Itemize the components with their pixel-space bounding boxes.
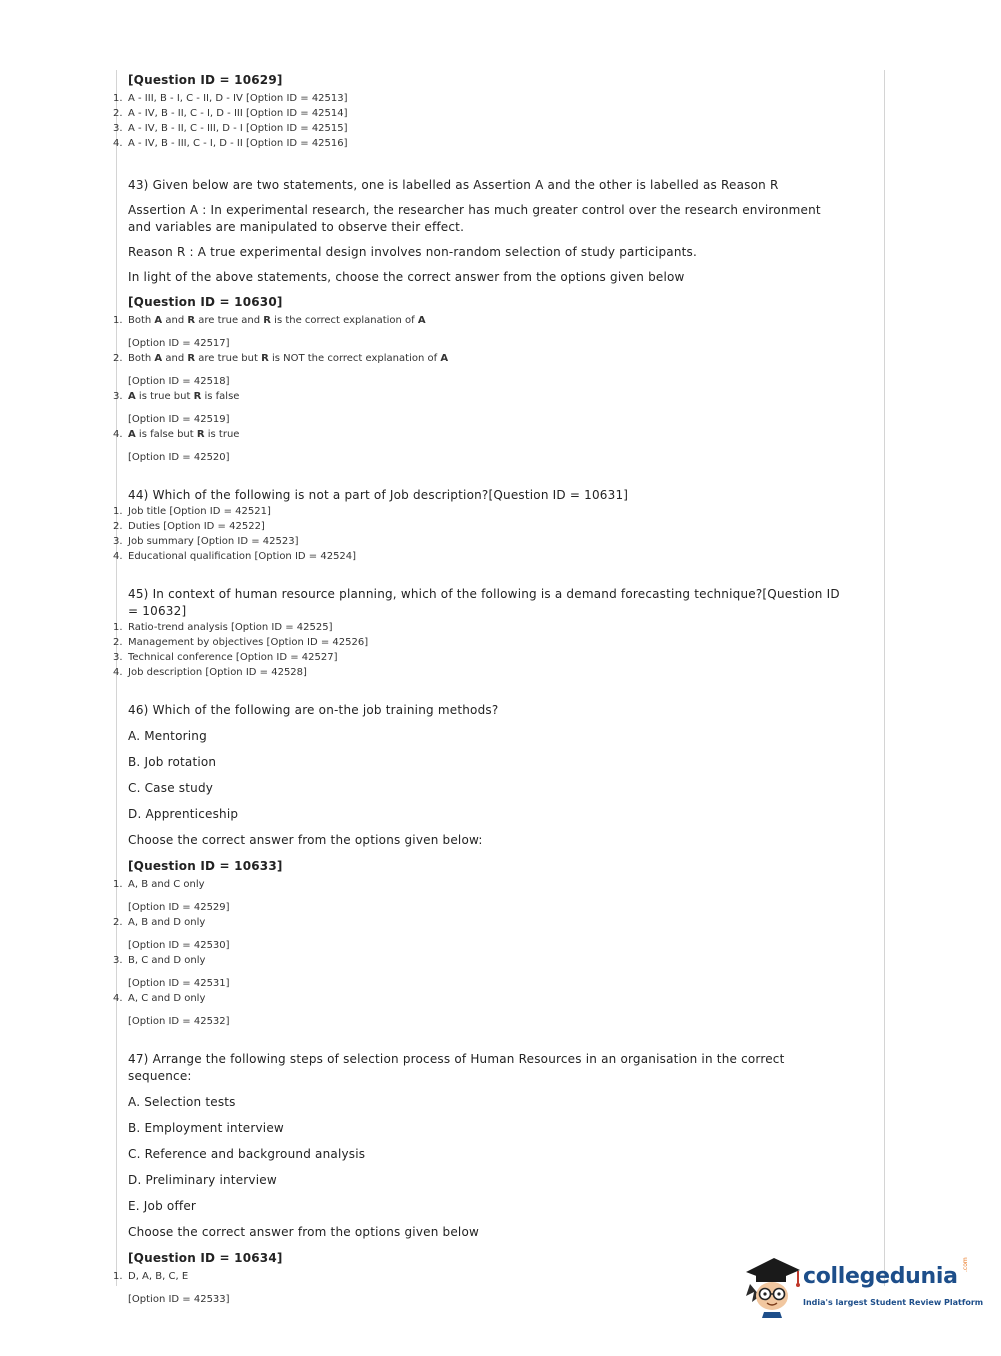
option-text: A is true but R is false bbox=[128, 391, 240, 402]
option-text: A - III, B - I, C - II, D - IV [Option ID = 42513] bbox=[128, 93, 348, 104]
option-item bbox=[113, 665, 848, 680]
option-number: 1. bbox=[113, 315, 123, 326]
question-stem: 46) Which of the following are on-the job training methods? bbox=[128, 703, 499, 717]
options-list bbox=[113, 620, 848, 680]
option-item bbox=[113, 620, 848, 635]
options-list bbox=[113, 313, 848, 465]
options-list bbox=[113, 877, 848, 1029]
option-id: [Option ID = 42518] bbox=[128, 376, 230, 387]
instruction-text: In light of the above statements, choose the correct answer from the options given below bbox=[128, 270, 685, 284]
option-item bbox=[113, 427, 848, 465]
option-text: D, A, B, C, E bbox=[128, 1271, 189, 1282]
option-item bbox=[113, 136, 848, 151]
option-item bbox=[113, 91, 848, 106]
question-44 bbox=[113, 487, 848, 564]
option-item bbox=[113, 534, 848, 549]
option-item bbox=[113, 313, 848, 351]
instruction-text: Choose the correct answer from the options given below bbox=[128, 1225, 480, 1239]
question-46 bbox=[113, 702, 848, 1029]
option-number: 3. bbox=[113, 652, 123, 663]
option-number: 3. bbox=[113, 391, 123, 402]
option-text: Job title [Option ID = 42521] bbox=[128, 506, 271, 517]
instruction-text: Choose the correct answer from the options given below: bbox=[128, 833, 483, 847]
option-text: A, B and D only bbox=[128, 917, 206, 928]
option-text: B, C and D only bbox=[128, 955, 206, 966]
option-item bbox=[113, 650, 848, 665]
statement-item: D. Apprenticeship bbox=[128, 807, 239, 821]
option-number: 3. bbox=[113, 123, 123, 134]
option-number: 3. bbox=[113, 536, 123, 547]
question-stem: 45) In context of human resource planning, which of the following is a demand forecasting technique?[Question ID = 10632] bbox=[128, 587, 840, 618]
option-text: A is false but R is true bbox=[128, 429, 240, 440]
option-text: Both A and R are true and R is the correct explanation of A bbox=[128, 315, 426, 326]
option-number: 1. bbox=[113, 1271, 123, 1282]
option-number: 1. bbox=[113, 622, 123, 633]
option-text: Technical conference [Option ID = 42527] bbox=[128, 652, 338, 663]
option-number: 1. bbox=[113, 879, 123, 890]
statement-item: B. Employment interview bbox=[128, 1121, 284, 1135]
statement-item: B. Job rotation bbox=[128, 755, 217, 769]
option-id: [Option ID = 42530] bbox=[128, 940, 230, 951]
option-text: Management by objectives [Option ID = 42526] bbox=[128, 637, 369, 648]
option-id: [Option ID = 42529] bbox=[128, 902, 230, 913]
option-text: Duties [Option ID = 42522] bbox=[128, 521, 265, 532]
option-item bbox=[113, 504, 848, 519]
option-text: Educational qualification [Option ID = 42524] bbox=[128, 551, 357, 562]
question-id: [Question ID = 10633] bbox=[128, 859, 283, 873]
option-number: 4. bbox=[113, 551, 123, 562]
mascot-icon bbox=[740, 1250, 802, 1320]
option-number: 4. bbox=[113, 993, 123, 1004]
option-text: A, C and D only bbox=[128, 993, 206, 1004]
question-42 bbox=[113, 72, 848, 151]
statement-item: C. Case study bbox=[128, 781, 214, 795]
logo-wordmark: collegedunia bbox=[803, 1264, 958, 1289]
option-text: Job summary [Option ID = 42523] bbox=[128, 536, 299, 547]
assertion-text: Assertion A : In experimental research, the researcher has much greater control over the research environment and variables are manipulated to observe their effect. bbox=[128, 203, 821, 234]
option-text: Job description [Option ID = 42528] bbox=[128, 667, 307, 678]
option-number: 2. bbox=[113, 108, 123, 119]
option-item bbox=[113, 519, 848, 534]
option-id: [Option ID = 42531] bbox=[128, 978, 230, 989]
option-id: [Option ID = 42520] bbox=[128, 452, 230, 463]
question-45 bbox=[113, 586, 848, 680]
option-item bbox=[113, 389, 848, 427]
option-id: [Option ID = 42532] bbox=[128, 1016, 230, 1027]
question-stem: 43) Given below are two statements, one is labelled as Assertion A and the other is labelled as Reason R bbox=[128, 178, 779, 192]
reason-text: Reason R : A true experimental design involves non-random selection of study participants. bbox=[128, 245, 698, 259]
option-number: 3. bbox=[113, 955, 123, 966]
option-item bbox=[113, 991, 848, 1029]
statement-item: D. Preliminary interview bbox=[128, 1173, 277, 1187]
logo-domain: .com bbox=[962, 1257, 969, 1272]
option-number: 2. bbox=[113, 917, 123, 928]
question-stem: 47) Arrange the following steps of selection process of Human Resources in an organisation in the correct sequence: bbox=[128, 1052, 785, 1083]
option-number: 2. bbox=[113, 637, 123, 648]
option-id: [Option ID = 42533] bbox=[128, 1294, 230, 1305]
option-text: Ratio-trend analysis [Option ID = 42525] bbox=[128, 622, 333, 633]
logo-tagline: India's largest Student Review Platform bbox=[803, 1298, 984, 1307]
option-number: 4. bbox=[113, 138, 123, 149]
statement-item: E. Job offer bbox=[128, 1199, 197, 1213]
right-margin-rule bbox=[884, 70, 885, 1286]
option-number: 1. bbox=[113, 93, 123, 104]
options-list bbox=[113, 91, 848, 151]
option-text: A - IV, B - III, C - I, D - II [Option ID = 42516] bbox=[128, 138, 348, 149]
option-item bbox=[113, 549, 848, 564]
option-item bbox=[113, 351, 848, 389]
option-item bbox=[113, 106, 848, 121]
option-text: Both A and R are true but R is NOT the correct explanation of A bbox=[128, 353, 449, 364]
option-item bbox=[113, 953, 848, 991]
option-item bbox=[113, 915, 848, 953]
option-id: [Option ID = 42517] bbox=[128, 338, 230, 349]
option-id: [Option ID = 42519] bbox=[128, 414, 230, 425]
option-text: A - IV, B - II, C - I, D - III [Option ID = 42514] bbox=[128, 108, 348, 119]
question-43 bbox=[113, 177, 848, 465]
option-text: A, B and C only bbox=[128, 879, 205, 890]
option-number: 4. bbox=[113, 667, 123, 678]
options-list bbox=[113, 504, 848, 564]
question-id: [Question ID = 10634] bbox=[128, 1251, 283, 1265]
option-number: 2. bbox=[113, 521, 123, 532]
collegedunia-logo[interactable] bbox=[740, 1250, 984, 1320]
statement-item: A. Mentoring bbox=[128, 729, 207, 743]
option-item bbox=[113, 877, 848, 915]
question-paper-content bbox=[113, 72, 848, 1307]
question-id: [Question ID = 10629] bbox=[128, 73, 283, 87]
option-number: 2. bbox=[113, 353, 123, 364]
option-number: 4. bbox=[113, 429, 123, 440]
statement-item: A. Selection tests bbox=[128, 1095, 236, 1109]
statement-item: C. Reference and background analysis bbox=[128, 1147, 366, 1161]
option-number: 1. bbox=[113, 506, 123, 517]
option-item bbox=[113, 635, 848, 650]
question-stem: 44) Which of the following is not a part of Job description?[Question ID = 10631] bbox=[128, 488, 629, 502]
question-id: [Question ID = 10630] bbox=[128, 295, 283, 309]
option-item bbox=[113, 121, 848, 136]
option-text: A - IV, B - II, C - III, D - I [Option ID = 42515] bbox=[128, 123, 348, 134]
